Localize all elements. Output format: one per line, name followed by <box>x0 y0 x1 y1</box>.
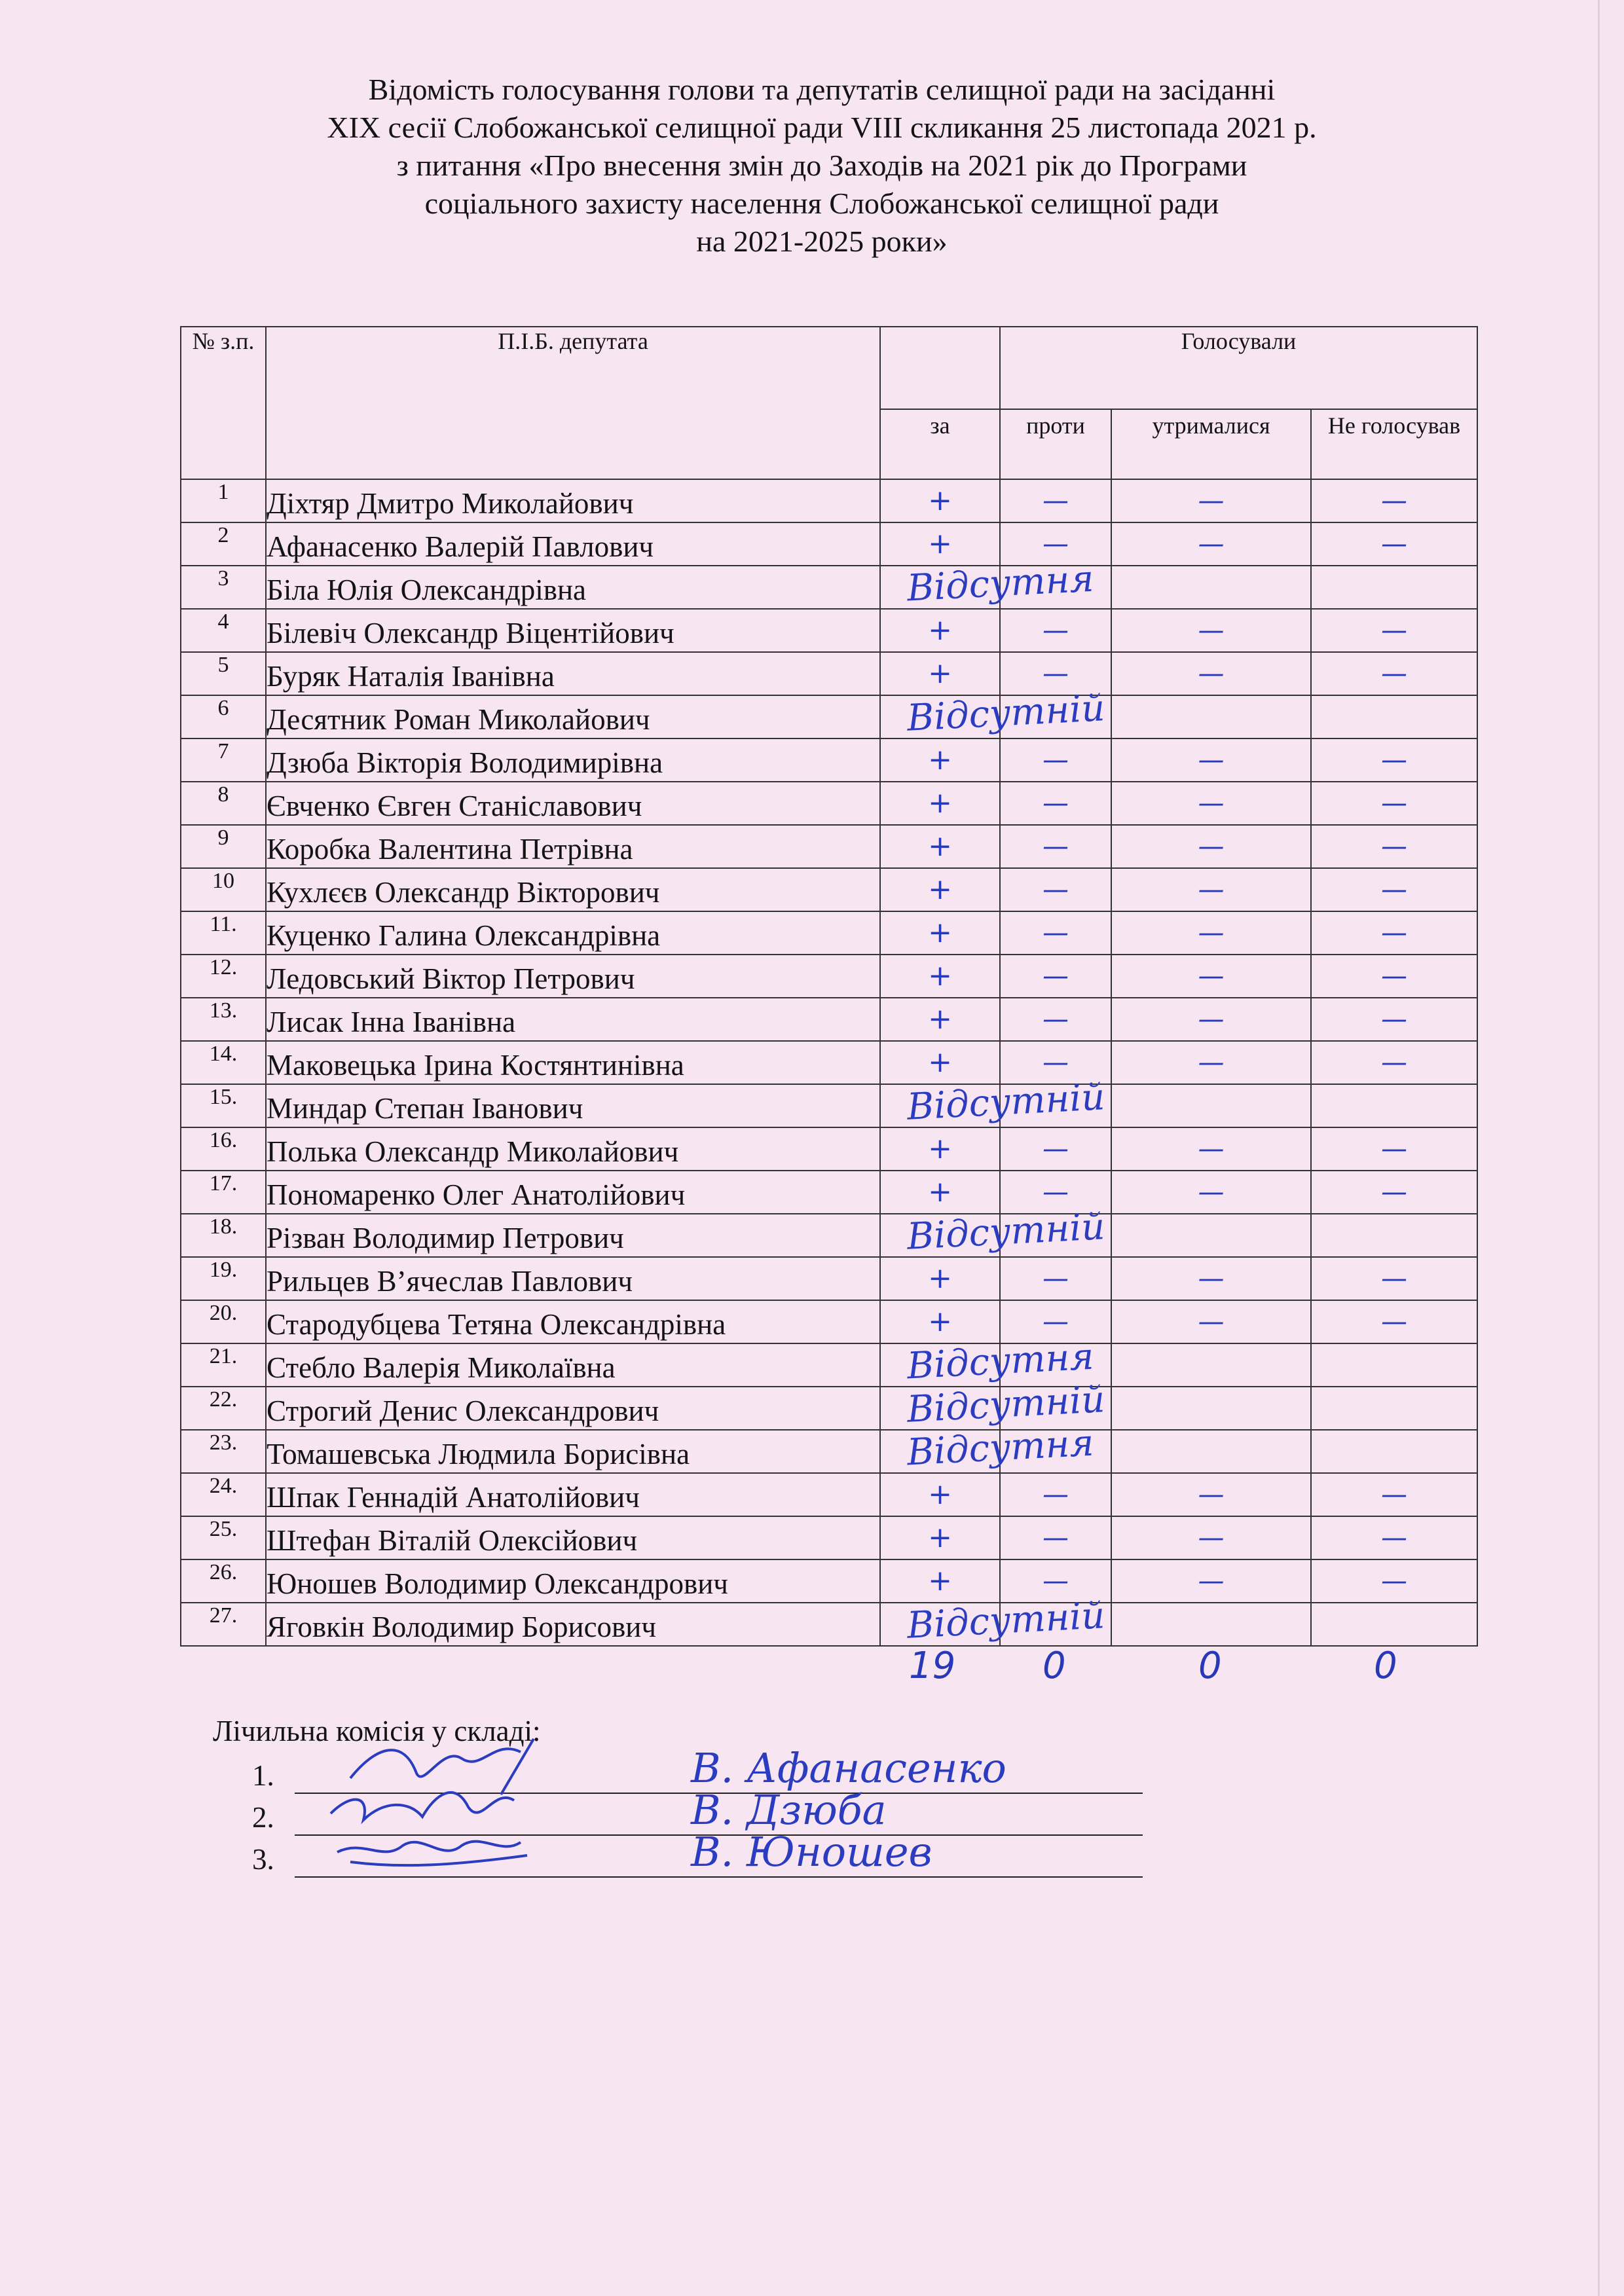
row-number: 3 <box>181 566 266 609</box>
absent-note: Відсутній <box>906 687 1106 740</box>
vote-not-voted-mark: — <box>1311 522 1477 566</box>
vote-for-cell <box>880 1076 1106 1129</box>
vote-not-voted-mark: — <box>1311 825 1477 868</box>
document-title <box>98 71 1545 261</box>
header-num: № з.п. <box>181 327 266 479</box>
vote-against-mark: — <box>1000 911 1111 955</box>
vote-abstained-mark: — <box>1111 1559 1311 1603</box>
table-row <box>181 1300 1477 1343</box>
vote-against-mark: — <box>1000 868 1111 911</box>
vote-not-voted-cell <box>1311 1387 1477 1430</box>
row-number: 15. <box>181 1084 266 1127</box>
vote-against-mark: — <box>1000 738 1111 782</box>
vote-not-voted-mark: — <box>1311 1041 1477 1084</box>
deputy-name: Стародубцева Тетяна Олександрівна <box>266 1300 880 1343</box>
deputy-name: Буряк Наталія Іванівна <box>266 652 880 695</box>
deputy-name: Строгий Денис Олександрович <box>266 1387 880 1430</box>
row-number: 26. <box>181 1559 266 1603</box>
vote-for-mark: + <box>880 1300 1000 1343</box>
row-number: 13. <box>181 998 266 1041</box>
absent-note: Відсутня <box>906 1335 1095 1388</box>
table-row <box>181 1387 1477 1430</box>
vote-for-cell <box>880 1594 1106 1647</box>
deputy-name: Лисак Інна Іванівна <box>266 998 880 1041</box>
table-row <box>181 955 1477 998</box>
table-row <box>181 1084 1477 1127</box>
deputy-name: Миндар Степан Іванович <box>266 1084 880 1127</box>
vote-against-mark: — <box>1000 1041 1111 1084</box>
header-for: за <box>880 409 1000 479</box>
vote-for-cell <box>880 1335 1095 1388</box>
table-row <box>181 868 1477 911</box>
absent-note: Відсутня <box>906 557 1095 610</box>
table-row <box>181 1430 1477 1473</box>
vote-abstained-cell <box>1111 1603 1311 1646</box>
vote-against-mark: — <box>1000 479 1111 522</box>
row-number: 21. <box>181 1343 266 1387</box>
table-row <box>181 652 1477 695</box>
vote-not-voted-cell <box>1311 1214 1477 1257</box>
table-row <box>181 738 1477 782</box>
row-number: 7 <box>181 738 266 782</box>
header-name: П.І.Б. депутата <box>266 327 880 479</box>
row-number: 18. <box>181 1214 266 1257</box>
vote-not-voted-mark: — <box>1311 1559 1477 1603</box>
header-empty <box>880 327 1000 409</box>
row-number: 20. <box>181 1300 266 1343</box>
deputy-name: Євченко Євген Станіславович <box>266 782 880 825</box>
vote-abstained-mark: — <box>1111 868 1311 911</box>
vote-for-cell <box>880 687 1106 740</box>
row-number: 16. <box>181 1127 266 1171</box>
row-number: 4 <box>181 609 266 652</box>
deputy-name: Пономаренко Олег Анатолійович <box>266 1171 880 1214</box>
deputy-name: Яговкін Володимир Борисович <box>266 1603 880 1646</box>
absent-note: Відсутній <box>906 1205 1106 1258</box>
table-row <box>181 911 1477 955</box>
vote-against-mark: — <box>1000 522 1111 566</box>
row-number: 11. <box>181 911 266 955</box>
vote-for-cell <box>880 1421 1095 1474</box>
vote-not-voted-mark: — <box>1311 609 1477 652</box>
vote-not-voted-cell <box>1311 1084 1477 1127</box>
vote-not-voted-mark: — <box>1311 782 1477 825</box>
vote-for-cell <box>880 1205 1106 1258</box>
member-name: В. Дзюба <box>691 1786 887 1834</box>
vote-against-mark: — <box>1000 609 1111 652</box>
deputy-name: Різван Володимир Петрович <box>266 1214 880 1257</box>
member-number: 3. <box>252 1843 274 1876</box>
vote-abstained-mark: — <box>1111 911 1311 955</box>
deputy-name: Стебло Валерія Миколаївна <box>266 1343 880 1387</box>
deputy-name: Юношев Володимир Олександрович <box>266 1559 880 1603</box>
vote-abstained-mark: — <box>1111 1127 1311 1171</box>
vote-not-voted-mark: — <box>1311 868 1477 911</box>
vote-not-voted-cell <box>1311 1603 1477 1646</box>
table-row <box>181 998 1477 1041</box>
table-row <box>181 1214 1477 1257</box>
vote-for-mark: + <box>880 1559 1000 1603</box>
vote-for-mark: + <box>880 911 1000 955</box>
commission-label: Лічильна комісія у складі: <box>213 1715 541 1747</box>
vote-abstained-mark: — <box>1111 652 1311 695</box>
deputy-name: Томашевська Людмила Борисівна <box>266 1430 880 1473</box>
vote-abstained-mark: — <box>1111 738 1311 782</box>
row-number: 19. <box>181 1257 266 1300</box>
vote-against-mark: — <box>1000 1516 1111 1559</box>
commission-member <box>252 1828 1143 1884</box>
row-number: 12. <box>181 955 266 998</box>
voting-table <box>180 326 1478 1647</box>
vote-not-voted-mark: — <box>1311 1257 1477 1300</box>
row-number: 27. <box>181 1603 266 1646</box>
vote-not-voted-cell <box>1311 1343 1477 1387</box>
vote-for-mark: + <box>880 782 1000 825</box>
vote-against-mark: — <box>1000 652 1111 695</box>
signature-scrawl <box>324 1816 573 1882</box>
deputy-name: Полька Олександр Миколайович <box>266 1127 880 1171</box>
title-line: Відомість голосування голови та депутатів селищної ради на засіданні <box>368 73 1276 106</box>
header-against: проти <box>1000 409 1111 479</box>
vote-abstained-mark: — <box>1111 998 1311 1041</box>
vote-abstained-mark: — <box>1111 609 1311 652</box>
row-number: 5 <box>181 652 266 695</box>
table-body <box>181 479 1477 1646</box>
row-number: 23. <box>181 1430 266 1473</box>
member-number: 2. <box>252 1801 274 1834</box>
row-number: 2 <box>181 522 266 566</box>
table-row <box>181 479 1477 522</box>
table-row <box>181 1559 1477 1603</box>
vote-against-mark: — <box>1000 825 1111 868</box>
vote-abstained-mark: — <box>1111 522 1311 566</box>
vote-for-mark: + <box>880 955 1000 998</box>
deputy-name: Куценко Галина Олександрівна <box>266 911 880 955</box>
vote-abstained-mark: — <box>1111 1041 1311 1084</box>
vote-not-voted-cell <box>1311 566 1477 609</box>
vote-abstained-mark: — <box>1111 1300 1311 1343</box>
header-voted: Голосували <box>1000 327 1477 409</box>
table-row <box>181 1171 1477 1214</box>
vote-for-mark: + <box>880 738 1000 782</box>
vote-abstained-cell <box>1111 1430 1311 1473</box>
vote-abstained-mark: — <box>1111 1473 1311 1516</box>
deputy-name: Біла Юлія Олександрівна <box>266 566 880 609</box>
vote-for-mark: + <box>880 609 1000 652</box>
vote-not-voted-mark: — <box>1311 955 1477 998</box>
vote-for-mark: + <box>880 825 1000 868</box>
vote-not-voted-mark: — <box>1311 1516 1477 1559</box>
total-abstained: 0 <box>1198 1645 1222 1687</box>
vote-abstained-mark: — <box>1111 825 1311 868</box>
vote-for-mark: + <box>880 868 1000 911</box>
table-row <box>181 1127 1477 1171</box>
vote-for-mark: + <box>880 479 1000 522</box>
vote-against-mark: — <box>1000 1559 1111 1603</box>
table-row <box>181 1041 1477 1084</box>
table-row <box>181 782 1477 825</box>
vote-not-voted-mark: — <box>1311 911 1477 955</box>
deputy-name: Білевіч Олександр Віцентійович <box>266 609 880 652</box>
vote-for-mark: + <box>880 522 1000 566</box>
table-row <box>181 1516 1477 1559</box>
deputy-name: Штефан Віталій Олексійович <box>266 1516 880 1559</box>
vote-for-cell <box>880 1378 1106 1431</box>
total-for: 19 <box>909 1645 956 1687</box>
vote-not-voted-mark: — <box>1311 738 1477 782</box>
row-number: 9 <box>181 825 266 868</box>
table-row <box>181 522 1477 566</box>
table-row <box>181 1473 1477 1516</box>
vote-against-mark: — <box>1000 1127 1111 1171</box>
row-number: 22. <box>181 1387 266 1430</box>
vote-not-voted-mark: — <box>1311 1473 1477 1516</box>
vote-not-voted-mark: — <box>1311 1300 1477 1343</box>
vote-against-mark: — <box>1000 782 1111 825</box>
vote-abstained-cell <box>1111 1343 1311 1387</box>
vote-for-mark: + <box>880 652 1000 695</box>
title-line: соціального захисту населення Слобожанської селищної ради <box>424 187 1219 220</box>
vote-for-cell <box>880 557 1095 610</box>
vote-not-voted-mark: — <box>1311 652 1477 695</box>
deputy-name: Шпак Геннадій Анатолійович <box>266 1473 880 1516</box>
absent-note: Відсутній <box>906 1076 1106 1129</box>
table-row <box>181 1603 1477 1646</box>
vote-abstained-mark: — <box>1111 1171 1311 1214</box>
deputy-name: Афанасенко Валерій Павлович <box>266 522 880 566</box>
vote-abstained-cell <box>1111 1387 1311 1430</box>
vote-abstained-mark: — <box>1111 1257 1311 1300</box>
vote-against-mark: — <box>1000 998 1111 1041</box>
vote-for-mark: + <box>880 998 1000 1041</box>
member-number: 1. <box>252 1759 274 1792</box>
header-abstained: утрималися <box>1111 409 1311 479</box>
commission-list <box>252 1744 1143 1884</box>
deputy-name: Маковецька Ірина Костянтинівна <box>266 1041 880 1084</box>
absent-note: Відсутній <box>906 1378 1106 1431</box>
vote-for-mark: + <box>880 1257 1000 1300</box>
row-number: 14. <box>181 1041 266 1084</box>
vote-against-mark: — <box>1000 955 1111 998</box>
vote-not-voted-mark: — <box>1311 1127 1477 1171</box>
title-line: на 2021-2025 роки» <box>696 225 948 258</box>
title-line: XIX сесії Слобожанської селищної ради VIII скликання 25 листопада 2021 р. <box>327 111 1317 144</box>
vote-abstained-mark: — <box>1111 955 1311 998</box>
vote-against-mark: — <box>1000 1171 1111 1214</box>
vote-abstained-cell <box>1111 1084 1311 1127</box>
vote-for-mark: + <box>880 1516 1000 1559</box>
row-number: 24. <box>181 1473 266 1516</box>
vote-abstained-cell <box>1111 695 1311 738</box>
row-number: 17. <box>181 1171 266 1214</box>
table-row <box>181 1257 1477 1300</box>
deputy-name: Діхтяр Дмитро Миколайович <box>266 479 880 522</box>
member-name: В. Афанасенко <box>691 1744 1006 1792</box>
vote-for-mark: + <box>880 1041 1000 1084</box>
deputy-name: Коробка Валентина Петрівна <box>266 825 880 868</box>
vote-not-voted-mark: — <box>1311 1171 1477 1214</box>
vote-abstained-cell <box>1111 566 1311 609</box>
title-line: з питання «Про внесення змін до Заходів на 2021 рік до Програми <box>396 149 1247 182</box>
row-number: 8 <box>181 782 266 825</box>
vote-not-voted-cell <box>1311 695 1477 738</box>
vote-for-mark: + <box>880 1127 1000 1171</box>
absent-note: Відсутня <box>906 1421 1095 1474</box>
table-row <box>181 825 1477 868</box>
vote-for-mark: + <box>880 1171 1000 1214</box>
header-not-voted: Не голосував <box>1311 409 1477 479</box>
row-number: 25. <box>181 1516 266 1559</box>
deputy-name: Рильцев В’ячеслав Павлович <box>266 1257 880 1300</box>
vote-abstained-mark: — <box>1111 782 1311 825</box>
deputy-name: Кухлєєв Олександр Вікторович <box>266 868 880 911</box>
row-number: 1 <box>181 479 266 522</box>
vote-for-mark: + <box>880 1473 1000 1516</box>
row-number: 6 <box>181 695 266 738</box>
vote-abstained-mark: — <box>1111 1516 1311 1559</box>
table-row <box>181 566 1477 609</box>
vote-abstained-cell <box>1111 1214 1311 1257</box>
vote-not-voted-mark: — <box>1311 998 1477 1041</box>
deputy-name: Дзюба Вікторія Володимирівна <box>266 738 880 782</box>
table-row <box>181 609 1477 652</box>
vote-against-mark: — <box>1000 1473 1111 1516</box>
table-row <box>181 1343 1477 1387</box>
total-not-voted: 0 <box>1374 1645 1397 1687</box>
absent-note: Відсутній <box>906 1594 1106 1647</box>
deputy-name: Ледовський Віктор Петрович <box>266 955 880 998</box>
row-number: 10 <box>181 868 266 911</box>
vote-not-voted-mark: — <box>1311 479 1477 522</box>
vote-abstained-mark: — <box>1111 479 1311 522</box>
vote-against-mark: — <box>1000 1300 1111 1343</box>
deputy-name: Десятник Роман Миколайович <box>266 695 880 738</box>
vote-against-mark: — <box>1000 1257 1111 1300</box>
vote-not-voted-cell <box>1311 1430 1477 1473</box>
member-name: В. Юношев <box>691 1828 932 1876</box>
total-against: 0 <box>1043 1645 1066 1687</box>
table-row <box>181 695 1477 738</box>
